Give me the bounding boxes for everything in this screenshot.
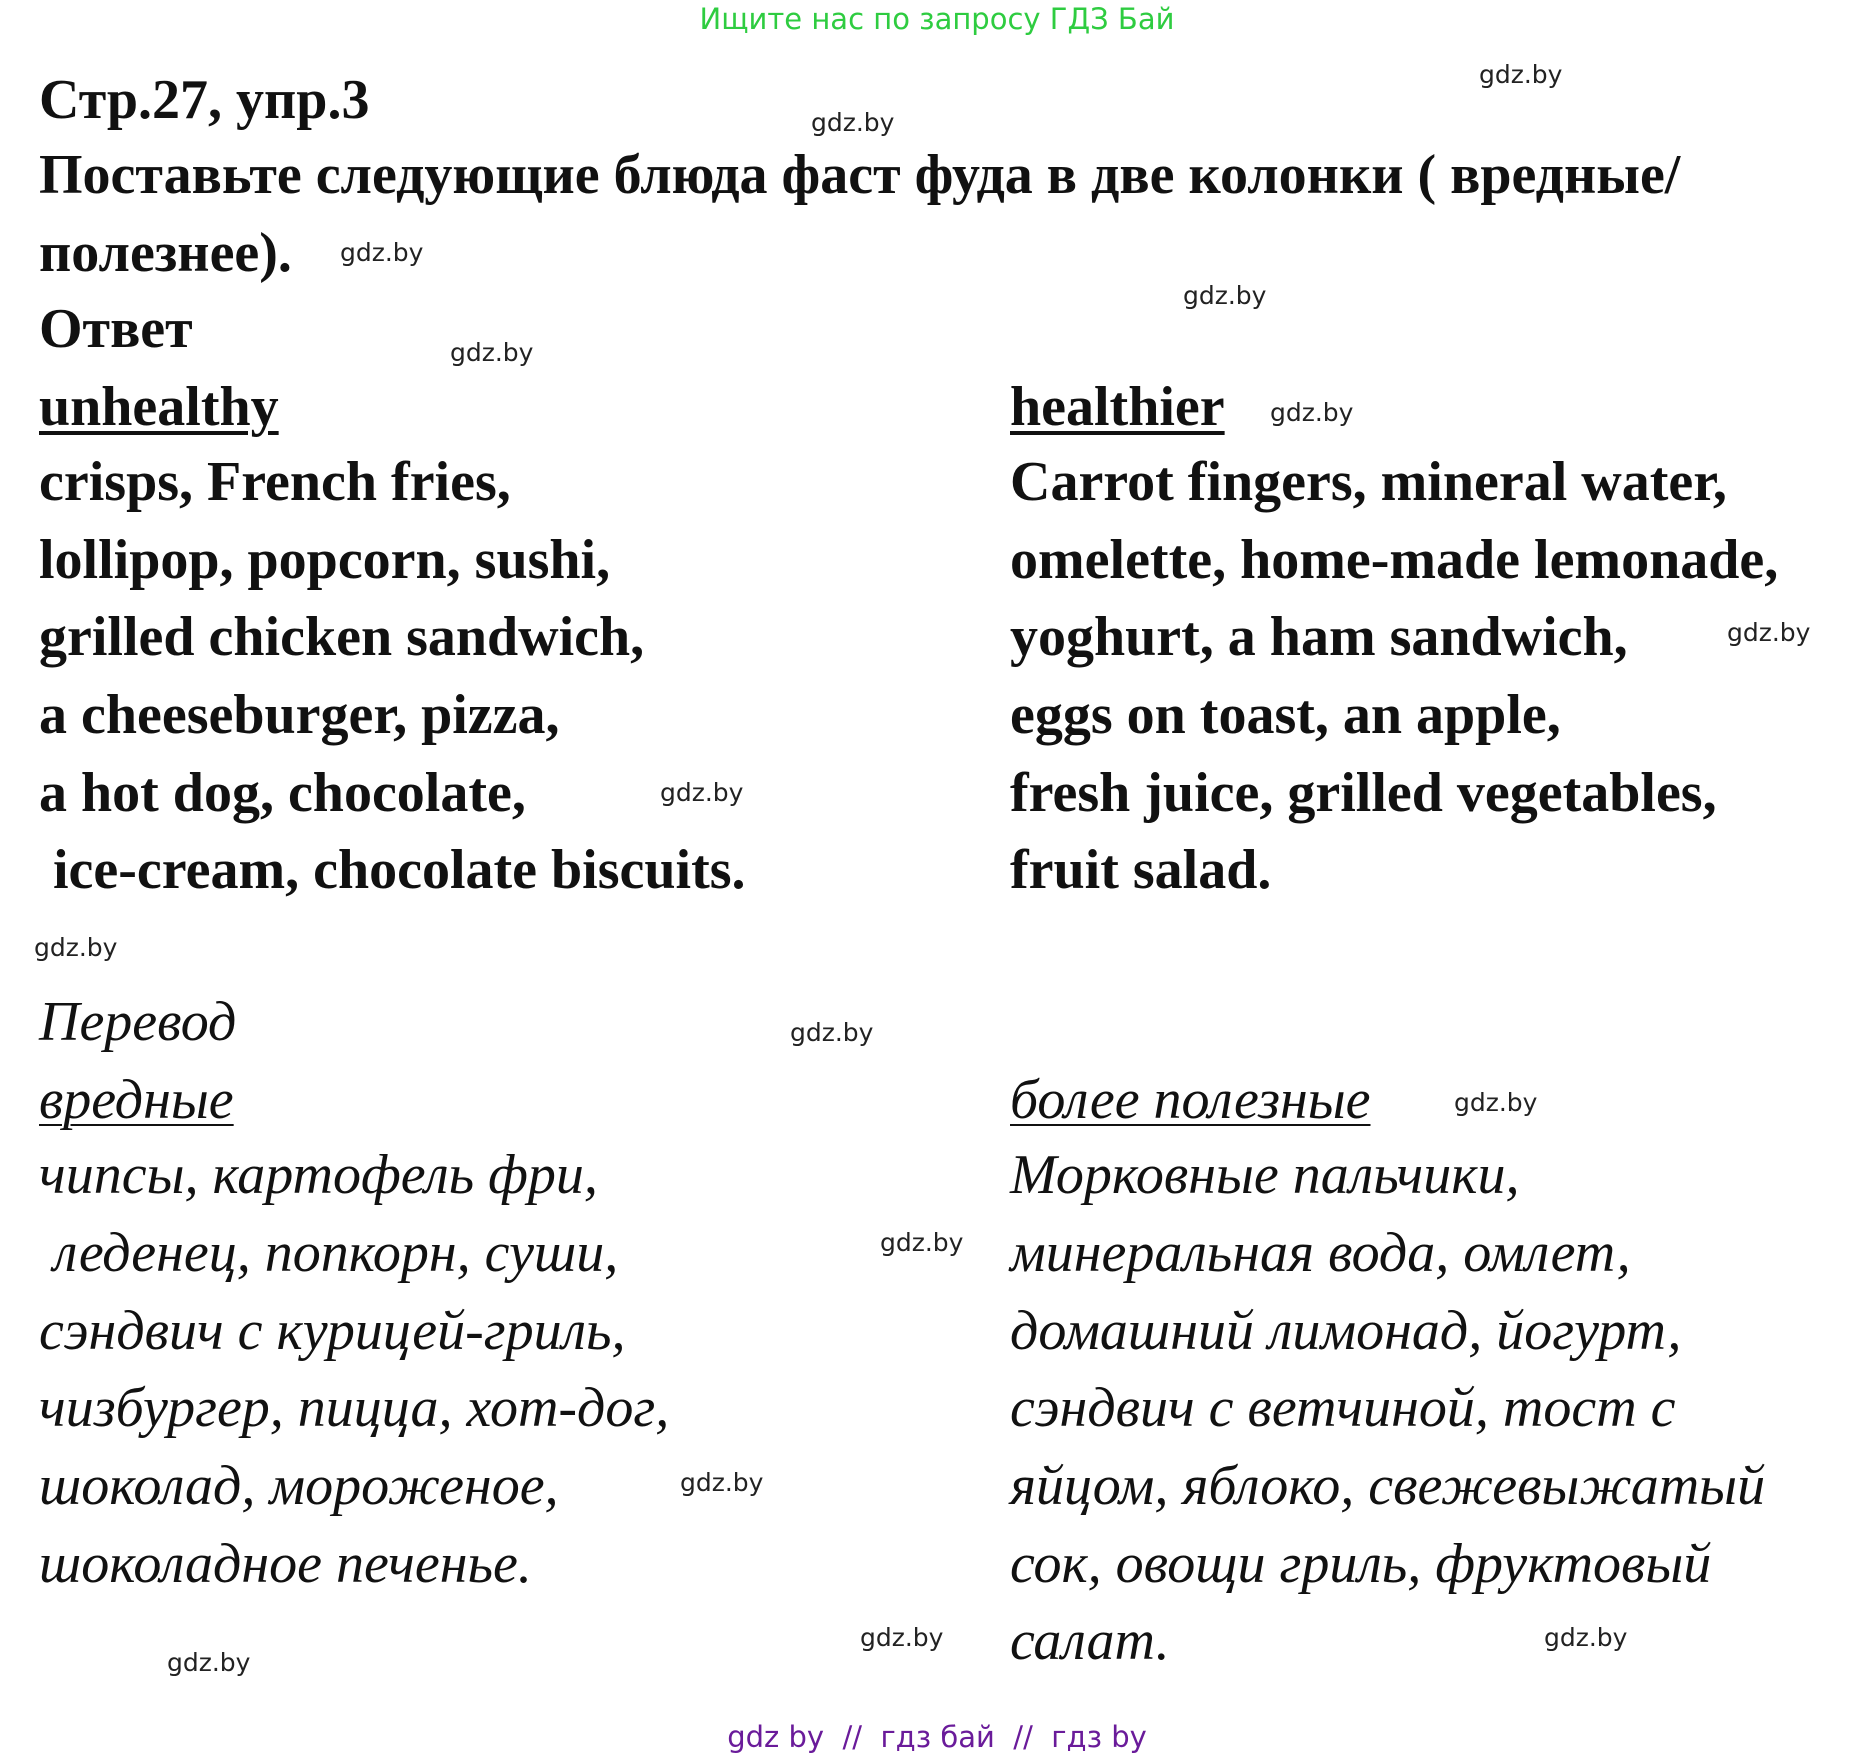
watermark: gdz.by: [1479, 60, 1563, 89]
unhealthy-line: a cheeseburger, pizza,: [39, 684, 560, 746]
watermark: gdz.by: [34, 933, 118, 962]
harmful-heading: вредные: [39, 1069, 234, 1131]
page-title: Стр.27, упр.3: [39, 69, 370, 131]
watermark: gdz.by: [1454, 1088, 1538, 1117]
unhealthy-line: lollipop, popcorn, sushi,: [39, 529, 611, 591]
healthier-ru-line: Морковные пальчики,: [1010, 1144, 1520, 1206]
unhealthy-heading: unhealthy: [39, 376, 279, 438]
task-line: Поставьте следующие блюда фаст фуда в две колонки ( вредные/: [39, 144, 1681, 206]
unhealthy-line: ice-cream, chocolate biscuits.: [39, 839, 746, 901]
watermark: gdz.by: [880, 1228, 964, 1257]
unhealthy-line: crisps, French fries,: [39, 451, 511, 513]
healthier-heading: healthier: [1010, 376, 1225, 438]
watermark: gdz.by: [167, 1648, 251, 1677]
healthier-ru-heading: более полезные: [1010, 1069, 1371, 1131]
healthier-line: yoghurt, a ham sandwich,: [1010, 606, 1628, 668]
translation-label: Перевод: [39, 991, 237, 1053]
watermark: gdz.by: [860, 1623, 944, 1652]
healthier-ru-line: домашний лимонад, йогурт,: [1010, 1300, 1682, 1362]
harmful-line: сэндвич с курицей-гриль,: [39, 1300, 626, 1362]
watermark: gdz.by: [660, 778, 744, 807]
watermark: gdz.by: [811, 108, 895, 137]
healthier-line: omelette, home-made lemonade,: [1010, 529, 1779, 591]
healthier-line: fruit salad.: [1010, 839, 1272, 901]
healthier-line: eggs on toast, an apple,: [1010, 684, 1561, 746]
healthier-ru-line: сэндвич с ветчиной, тост с: [1010, 1377, 1676, 1439]
healthier-ru-line: яйцом, яблоко, свежевыжатый: [1010, 1455, 1766, 1517]
healthier-line: Carrot fingers, mineral water,: [1010, 451, 1727, 513]
watermark: gdz.by: [790, 1018, 874, 1047]
watermark: gdz.by: [1270, 398, 1354, 427]
healthier-ru-line: салат.: [1010, 1610, 1170, 1672]
unhealthy-line: a hot dog, chocolate,: [39, 762, 526, 824]
healthier-line: fresh juice, grilled vegetables,: [1010, 762, 1717, 824]
harmful-line: шоколад, мороженое,: [39, 1455, 559, 1517]
harmful-line: шоколадное печенье.: [39, 1533, 532, 1595]
watermark: gdz.by: [1544, 1623, 1628, 1652]
watermark: gdz.by: [1183, 281, 1267, 310]
footer-links: gdz by // гдз бай // гдз by: [727, 1720, 1147, 1754]
watermark: gdz.by: [450, 338, 534, 367]
search-banner: Ищите нас по запросу ГДЗ Бай: [699, 2, 1175, 36]
harmful-line: леденец, попкорн, суши,: [39, 1222, 619, 1284]
harmful-line: чизбургер, пицца, хот-дог,: [39, 1377, 670, 1439]
harmful-line: чипсы, картофель фри,: [39, 1144, 598, 1206]
watermark: gdz.by: [1727, 618, 1811, 647]
healthier-ru-line: минеральная вода, омлет,: [1010, 1222, 1631, 1284]
healthier-ru-line: сок, овощи гриль, фруктовый: [1010, 1533, 1712, 1595]
answer-label: Ответ: [39, 298, 193, 360]
unhealthy-line: grilled chicken sandwich,: [39, 606, 645, 668]
task-line: полезнее).: [39, 222, 292, 284]
watermark: gdz.by: [340, 238, 424, 267]
watermark: gdz.by: [680, 1468, 764, 1497]
